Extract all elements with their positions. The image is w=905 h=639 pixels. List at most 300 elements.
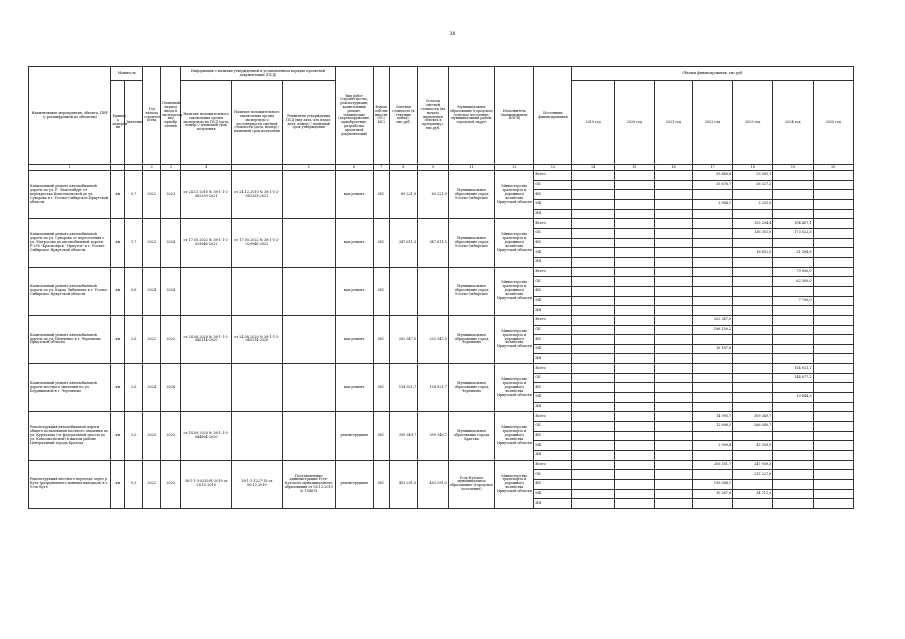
municipality-cell: Муниципальное образование город Усолье-Сибирское: [448, 219, 495, 267]
cost-cell: 347 611,5: [389, 219, 418, 267]
header-year: 2022 год: [693, 81, 733, 165]
table-row: [29, 267, 854, 277]
column-number: 4: [181, 165, 232, 171]
funding-cell: [813, 489, 853, 499]
funding-cell: [813, 335, 853, 345]
approval-cell: [282, 219, 335, 267]
source-label: Всего: [534, 219, 572, 229]
funding-cell: [693, 364, 733, 374]
funding-cell: [614, 354, 654, 364]
funding-cell: [614, 209, 654, 219]
funding-cell: [572, 470, 614, 480]
executor-cell: Министерство транспорта и дорожного хозяйства Иркутской области: [495, 460, 534, 508]
remaining-cell: 69 221,9: [418, 171, 449, 219]
header-year: 2020 год: [614, 81, 654, 165]
table-row: [29, 364, 854, 374]
column-number: 18: [733, 165, 773, 171]
source-label: МБ: [534, 248, 572, 258]
approval-cell: [282, 171, 335, 219]
header-cost: Сметная стоимость (в текущих ценах), тыс.руб.: [389, 67, 418, 165]
funding-cell: [733, 325, 773, 335]
ownership-cell: МС: [373, 412, 389, 460]
approval-cell: [282, 364, 335, 412]
funding-cell: [693, 402, 733, 412]
funding-cell: [654, 238, 692, 248]
funding-cell: [614, 431, 654, 441]
funding-cell: [813, 364, 853, 374]
column-number: 9: [418, 165, 449, 171]
expertise-cell: от 24.12.2010 № 38-1-1-2-082339-2021: [181, 171, 232, 219]
funding-cell: [654, 296, 692, 306]
funding-cell: [572, 238, 614, 248]
funding-cell: [773, 209, 813, 219]
funding-cell: 2 099,4: [693, 441, 733, 451]
funding-cell: [614, 180, 654, 190]
unit-cell: км: [111, 267, 125, 315]
source-label: ИИ: [534, 257, 572, 267]
funding-cell: [733, 335, 773, 345]
cost-cell: 154 921,7: [389, 364, 418, 412]
estimate-cell: от 17.05.2022 № 38-1-1-2-029946-2022: [232, 219, 283, 267]
approval-cell: [282, 412, 335, 460]
funding-cell: 10 844,5: [773, 393, 813, 403]
municipality-cell: Муниципальное образование город Усолье-Сибирское: [448, 171, 495, 219]
source-label: ФБ: [534, 190, 572, 200]
funding-cell: [614, 499, 654, 509]
funding-cell: [773, 402, 813, 412]
municipality-cell: Муниципальное образование города Братска: [448, 412, 495, 460]
funding-cell: [813, 412, 853, 422]
funding-cell: [614, 306, 654, 316]
column-number: 12: [495, 165, 534, 171]
year-start-cell: 2022: [143, 460, 161, 508]
funding-cell: [614, 441, 654, 451]
funding-cell: [733, 383, 773, 393]
funding-cell: [813, 431, 853, 441]
table-row: [29, 315, 854, 325]
remaining-cell: 347 611,5: [418, 219, 449, 267]
funding-cell: 43 309,0: [733, 441, 773, 451]
ownership-cell: МС: [373, 460, 389, 508]
table-row: [29, 171, 854, 181]
unit-cell: км: [111, 460, 125, 508]
funding-cell: [813, 441, 853, 451]
funding-cell: [654, 451, 692, 461]
funding-cell: [654, 422, 692, 432]
funding-cell: [813, 238, 853, 248]
funding-cell: 70 000,0: [773, 267, 813, 277]
ownership-cell: МС: [373, 315, 389, 363]
funding-cell: [773, 354, 813, 364]
ownership-cell: МС: [373, 267, 389, 315]
municipality-cell: Муниципальное образование город Усолье-Сибирское: [448, 267, 495, 315]
funding-cell: [654, 344, 692, 354]
expertise-cell: от 17.05.2022 № 38-1-1-2-029946-2022: [181, 219, 232, 267]
funding-cell: [572, 499, 614, 509]
funding-cell: [693, 499, 733, 509]
funding-cell: [773, 238, 813, 248]
header-unit: Единиц а измерен ия: [111, 81, 125, 165]
funding-cell: [733, 393, 773, 403]
funding-cell: [813, 354, 853, 364]
funding-cell: [572, 480, 614, 490]
funding-cell: [654, 373, 692, 383]
funding-cell: [813, 190, 853, 200]
funding-cell: [693, 451, 733, 461]
funding-cell: [572, 460, 614, 470]
year-start-cell: 2023: [143, 412, 161, 460]
source-label: ОБ: [534, 277, 572, 287]
value-cell: 2,6: [125, 364, 143, 412]
funding-cell: [614, 296, 654, 306]
source-label: Всего: [534, 315, 572, 325]
work-type-cell: реконструкция: [335, 460, 373, 508]
source-label: ОБ: [534, 373, 572, 383]
funding-cell: [733, 257, 773, 267]
funding-cell: [614, 248, 654, 258]
funding-cell: [572, 451, 614, 461]
funding-cell: 26 327,2: [733, 180, 773, 190]
year-commission-cell: 2023: [161, 171, 181, 219]
funding-cell: [813, 296, 853, 306]
funding-cell: [693, 209, 733, 219]
object-name: Капитальный ремонт автомобильной дороги по ул. Шевченко в г. Черемхово Иркутской области: [29, 315, 111, 363]
funding-cell: [614, 335, 654, 345]
funding-cell: [654, 277, 692, 287]
column-number: 7: [373, 165, 389, 171]
funding-cell: [572, 354, 614, 364]
funding-cell: [654, 171, 692, 181]
remaining-cell: 453 291,0: [418, 460, 449, 508]
year-start-cell: 2022: [143, 315, 161, 363]
source-label: Всего: [534, 460, 572, 470]
funding-cell: [572, 335, 614, 345]
funding-cell: [693, 373, 733, 383]
funding-cell: 202 347,0: [693, 315, 733, 325]
funding-cell: [813, 306, 853, 316]
column-number: 20: [813, 165, 853, 171]
source-label: ФБ: [534, 238, 572, 248]
funding-cell: [614, 344, 654, 354]
funding-cell: [572, 171, 614, 181]
funding-cell: [733, 431, 773, 441]
year-commission-cell: 2023: [161, 412, 181, 460]
source-label: ИИ: [534, 306, 572, 316]
value-cell: 2,0: [125, 412, 143, 460]
estimate-cell: от 24.12.2010 № 38-1-1-2-082339-2021: [232, 171, 283, 219]
funding-cell: [733, 354, 773, 364]
funding-cell: [733, 364, 773, 374]
funding-cell: [614, 315, 654, 325]
funding-cell: [773, 422, 813, 432]
year-start-cell: 2023: [143, 219, 161, 267]
funding-cell: [813, 171, 853, 181]
header-year-start: Год начала строител ьства: [143, 67, 161, 165]
column-number: 13: [534, 165, 572, 171]
funding-cell: 247 939,3: [733, 460, 773, 470]
funding-cell: 205 351,7: [693, 460, 733, 470]
funding-cell: [572, 296, 614, 306]
funding-cell: [572, 180, 614, 190]
funding-cell: [572, 228, 614, 238]
funding-cell: [654, 460, 692, 470]
funding-cell: [654, 219, 692, 229]
table-row: [29, 219, 854, 229]
estimate-cell: от 24.08.2020 № 38-1-1-2-040114-2020: [232, 315, 283, 363]
funding-cell: 39 640,8: [693, 171, 733, 181]
funding-cell: [614, 325, 654, 335]
funding-cell: [773, 171, 813, 181]
column-number: 8: [389, 165, 418, 171]
funding-cell: [614, 228, 654, 238]
executor-cell: Министерство транспорта и дорожного хозяйства Иркутской области: [495, 171, 534, 219]
source-label: МБ: [534, 344, 572, 354]
funding-cell: 3 253,9: [733, 199, 773, 209]
funding-cell: [813, 422, 853, 432]
source-label: ОБ: [534, 325, 572, 335]
cost-cell: 309 349,7: [389, 412, 418, 460]
funding-cell: [733, 499, 773, 509]
funding-cell: [654, 209, 692, 219]
funding-cell: [773, 499, 813, 509]
funding-cell: 35 676,7: [693, 180, 733, 190]
source-label: ИИ: [534, 209, 572, 219]
funding-cell: [773, 451, 813, 461]
funding-cell: [733, 373, 773, 383]
header-expertise: Наличие положительного заключения органа экспертизы на ПСД (дата, номер) / плановый срок получения: [181, 81, 232, 165]
funding-cell: [733, 451, 773, 461]
funding-cell: [693, 383, 733, 393]
funding-cell: [614, 460, 654, 470]
funding-cell: [654, 315, 692, 325]
funding-cell: [614, 219, 654, 229]
estimate-cell: 38-1-1-1227-19 от 06.12.2019: [232, 460, 283, 508]
funding-cell: 195 084,1: [693, 480, 733, 490]
funding-cell: [572, 489, 614, 499]
funding-cell: [614, 422, 654, 432]
value-cell: 2,6: [125, 315, 143, 363]
column-number: 14: [572, 165, 614, 171]
funding-cell: [773, 306, 813, 316]
funding-cell: [654, 286, 692, 296]
header-capacity: Мощность: [111, 67, 143, 81]
funding-cell: [773, 325, 813, 335]
executor-cell: Министерство транспорта и дорожного хозяйства Иркутской области: [495, 267, 534, 315]
funding-cell: [773, 286, 813, 296]
funding-cell: [572, 219, 614, 229]
remaining-cell: [418, 267, 449, 315]
object-name: Капитальный ремонт автомобильной дороги по ул. Карла Либкнехта в г. Усолье-Сибирское Иркутской области: [29, 267, 111, 315]
column-number: 19: [773, 165, 813, 171]
funding-cell: [813, 199, 853, 209]
funding-cell: 186 159,2: [693, 325, 733, 335]
funding-cell: [693, 238, 733, 248]
funding-cell: 10 267,6: [693, 489, 733, 499]
remaining-cell: 309 349,7: [418, 412, 449, 460]
funding-cell: [813, 180, 853, 190]
source-label: Всего: [534, 171, 572, 181]
value-cell: 0,7: [125, 171, 143, 219]
header-year: 2023 год: [733, 81, 773, 165]
expertise-cell: от 24.08.2020 № 38-1-1-2-040114-2020: [181, 315, 232, 363]
funding-cell: [773, 441, 813, 451]
executor-cell: Министерство транспорта и дорожного хозяйства Иркутской области: [495, 412, 534, 460]
cost-cell: 453 291,0: [389, 460, 418, 508]
source-label: ИИ: [534, 499, 572, 509]
header-docs-info: Информация о наличии утвержденной и установленном порядке проектной документации (ПСД): [181, 67, 335, 81]
funding-cell: [654, 402, 692, 412]
funding-cell: [773, 412, 813, 422]
source-label: ФБ: [534, 480, 572, 490]
page-number: 38: [449, 32, 456, 37]
funding-cell: [654, 180, 692, 190]
funding-cell: [654, 325, 692, 335]
funding-cell: [733, 296, 773, 306]
funding-cell: 213 227,8: [733, 470, 773, 480]
funding-cell: [572, 422, 614, 432]
funding-cell: [813, 373, 853, 383]
funding-cell: [614, 373, 654, 383]
work-type-cell: кап.ремонт: [335, 219, 373, 267]
value-cell: 0,6: [125, 267, 143, 315]
funding-cell: 12 896,3: [693, 422, 733, 432]
funding-cell: [813, 209, 853, 219]
funding-cell: 154 921,7: [773, 364, 813, 374]
funding-cell: [614, 383, 654, 393]
remaining-cell: 202 347,0: [418, 315, 449, 363]
source-label: ФБ: [534, 431, 572, 441]
unit-cell: км: [111, 219, 125, 267]
column-number: 5: [282, 165, 335, 171]
funding-cell: [614, 286, 654, 296]
object-name: Капитальный ремонт автомобильной дороги местного значения по ул. Бердниковой в г. Черемхово: [29, 364, 111, 412]
funding-cell: [654, 257, 692, 267]
funding-cell: [773, 460, 813, 470]
funding-cell: [773, 431, 813, 441]
funding-cell: [813, 460, 853, 470]
source-label: ФБ: [534, 335, 572, 345]
object-name: Реконструкция автомобильной дороги общего пользования местного значения по ул. Курчатова (от федеральной трассы до ул. Комсомольской) в жилом районе Центральный города Братска: [29, 412, 111, 460]
funding-cell: [654, 228, 692, 238]
funding-cell: [572, 209, 614, 219]
estimate-cell: [232, 364, 283, 412]
source-label: Всего: [534, 364, 572, 374]
source-label: ИИ: [534, 402, 572, 412]
funding-cell: [813, 451, 853, 461]
source-label: МБ: [534, 441, 572, 451]
table-row: [29, 460, 854, 470]
unit-cell: км: [111, 315, 125, 363]
funding-cell: [614, 402, 654, 412]
funding-cell: [773, 383, 813, 393]
funding-cell: [773, 199, 813, 209]
funding-cell: [614, 451, 654, 461]
funding-cell: [572, 286, 614, 296]
header-funding: Объемы финансирования, тыс.руб.: [572, 67, 854, 81]
funding-cell: [813, 286, 853, 296]
approval-cell: [282, 267, 335, 315]
funding-cell: [813, 228, 853, 238]
source-label: ОБ: [534, 422, 572, 432]
funding-cell: [654, 393, 692, 403]
funding-cell: 266 040,7: [733, 422, 773, 432]
funding-cell: [654, 267, 692, 277]
column-number: 6: [335, 165, 373, 171]
funding-cell: [813, 277, 853, 287]
funding-cell: [572, 431, 614, 441]
funding-cell: [572, 373, 614, 383]
funding-cell: 3 964,1: [693, 199, 733, 209]
expertise-cell: 38-1-1-3-025591-2019 от 28.10.2019: [181, 460, 232, 508]
funding-cell: [693, 248, 733, 258]
funding-cell: [733, 190, 773, 200]
source-label: ОБ: [534, 180, 572, 190]
funding-cell: [773, 190, 813, 200]
funding-cell: 173 022,3: [773, 228, 813, 238]
funding-cell: [733, 277, 773, 287]
column-number: 16: [654, 165, 692, 171]
funding-cell: [813, 480, 853, 490]
funding-cell: 16 187,8: [693, 344, 733, 354]
funding-cell: [813, 344, 853, 354]
source-label: ИИ: [534, 451, 572, 461]
funding-cell: [614, 257, 654, 267]
source-label: Всего: [534, 267, 572, 277]
unit-cell: км: [111, 171, 125, 219]
funding-cell: [773, 315, 813, 325]
approval-cell: [282, 315, 335, 363]
remaining-cell: 154 921,7: [418, 364, 449, 412]
header-estimate: Наличие положительного заключения органа экспертизы о достоверности сметной стоимости (дата, номер) / плановый срок получения: [232, 81, 283, 165]
funding-cell: 7 700,0: [773, 296, 813, 306]
funding-cell: [693, 277, 733, 287]
funding-cell: 34 711,5: [733, 489, 773, 499]
header-year: 2021 год: [654, 81, 692, 165]
funding-cell: [813, 315, 853, 325]
funding-cell: [654, 470, 692, 480]
funding-cell: 194 407,1: [773, 219, 813, 229]
unit-cell: км: [111, 364, 125, 412]
funding-cell: [654, 499, 692, 509]
work-type-cell: кап.ремонт: [335, 364, 373, 412]
funding-cell: 16 852,5: [733, 248, 773, 258]
ownership-cell: МС: [373, 171, 389, 219]
funding-cell: [654, 199, 692, 209]
funding-cell: [693, 335, 733, 345]
column-number: 11: [448, 165, 495, 171]
funding-cell: [654, 441, 692, 451]
funding-cell: [733, 286, 773, 296]
source-label: ФБ: [534, 286, 572, 296]
work-type-cell: кап.ремонт: [335, 267, 373, 315]
funding-cell: 136 351,9: [733, 228, 773, 238]
funding-cell: [693, 354, 733, 364]
expertise-cell: от 14.09.2020 № 38-1-1-3-044894-2020: [181, 412, 232, 460]
header-value: Значение: [125, 81, 143, 165]
funding-cell: [693, 393, 733, 403]
funding-cell: [614, 267, 654, 277]
work-type-cell: реконструкция: [335, 412, 373, 460]
funding-cell: [693, 190, 733, 200]
funding-cell: [654, 306, 692, 316]
estimate-cell: [232, 412, 283, 460]
funding-cell: [813, 248, 853, 258]
funding-cell: 29 581,1: [733, 171, 773, 181]
work-type-cell: кап.ремонт: [335, 315, 373, 363]
funding-cell: [614, 364, 654, 374]
approval-cell: Постановление администрации Усть-Кутского муниципального образования от 06.12.2019 № 1546-П: [282, 460, 335, 508]
year-start-cell: 2024: [143, 364, 161, 412]
